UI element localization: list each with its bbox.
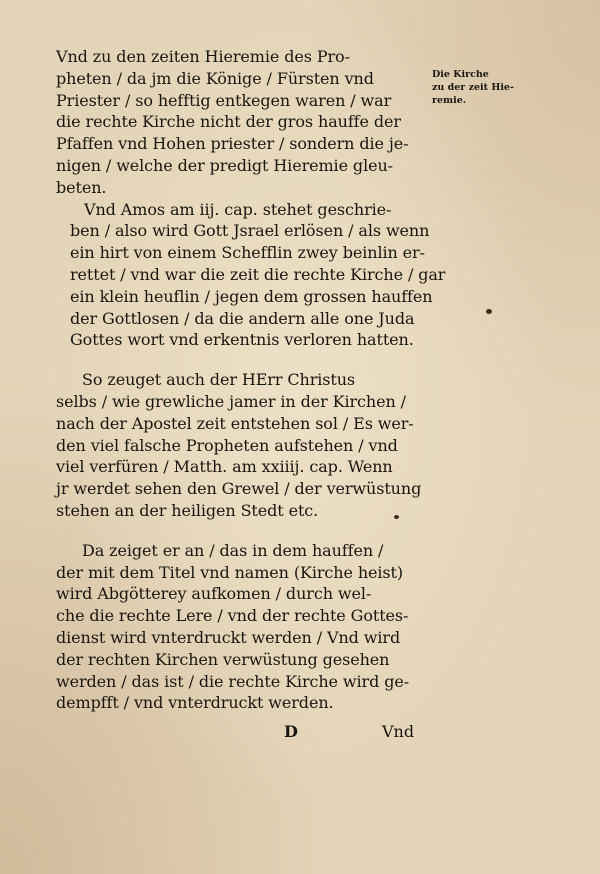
text-line: ein hirt von einem Schefflin zwey beinlin er- <box>70 243 425 263</box>
text-line: der mit dem Titel vnd namen (Kirche heist) <box>56 562 404 582</box>
text-line: Gottes wort vnd erkentnis verloren hatten. <box>70 330 414 350</box>
ink-spot <box>394 515 399 519</box>
text-line: pheten / da jm die Könige / Fürsten vnd <box>56 68 374 88</box>
text-line: Pfaffen vnd Hohen priester / sondern die je- <box>56 134 409 154</box>
text-line: viel verfüren / Matth. am xxiiij. cap. Wenn <box>56 457 393 477</box>
page-footer <box>0 722 600 746</box>
text-line: che die rechte Lere / vnd der rechte Gottes- <box>56 606 409 626</box>
catchword: Vnd <box>382 722 415 741</box>
text-line: dienst wird vnterdruckt werden / Vnd wird <box>56 627 401 647</box>
margin-note <box>432 68 532 107</box>
main-text <box>56 46 446 714</box>
text-line: selbs / wie grewliche jamer in der Kirchen / <box>56 391 406 411</box>
text-line: ein klein heuflin / jegen dem grossen hauffen <box>70 286 433 306</box>
text-line: nach der Apostel zeit entstehen sol / Es wer- <box>56 413 414 433</box>
text-line: So zeuget auch der HErr Christus <box>82 370 356 390</box>
text-line: stehen an der heiligen Stedt etc. <box>56 500 319 520</box>
text-line: den viel falsche Propheten aufstehen / vnd <box>56 435 398 455</box>
margin-note-line: remie. <box>432 95 467 106</box>
paragraph-1 <box>56 46 428 199</box>
paragraph-gap <box>56 351 428 369</box>
text-line: nigen / welche der predigt Hieremie gleu- <box>56 155 393 175</box>
text-line: Vnd Amos am iij. cap. stehet geschrie- <box>84 199 392 219</box>
paragraph-4 <box>56 540 428 714</box>
text-line: werden / das ist / die rechte Kirche wird ge- <box>56 671 410 691</box>
margin-note-line: Die Kirche <box>432 69 489 80</box>
text-line: der Gottlosen / da die andern alle one Juda <box>70 308 415 328</box>
paragraph-3 <box>56 369 428 522</box>
text-line: Priester / so hefftig entkegen waren / war <box>56 90 392 110</box>
text-line: ben / also wird Gott Jsrael erlösen / als wenn <box>70 221 430 241</box>
signature-mark: D <box>284 722 298 741</box>
text-line: Vnd zu den zeiten Hieremie des Pro- <box>56 47 350 66</box>
text-line: dempfft / vnd vnterdruckt werden. <box>56 693 334 713</box>
text-line: wird Abgötterey aufkomen / durch wel- <box>56 584 372 604</box>
text-line: die rechte Kirche nicht der gros hauffe der <box>56 112 401 132</box>
text-line: rettet / vnd war die zeit die rechte Kirche / gar <box>70 264 446 284</box>
text-line: jr werdet sehen den Grewel / der verwüstung <box>56 479 422 499</box>
ink-spot <box>486 309 492 314</box>
paragraph-gap <box>56 522 428 540</box>
text-line: Da zeiget er an / das in dem hauffen / <box>82 540 384 560</box>
text-line: der rechten Kirchen verwüstung gesehen <box>56 649 390 669</box>
text-line: beten. <box>56 177 107 197</box>
margin-note-line: zu der zeit Hie- <box>432 82 514 93</box>
paragraph-2 <box>56 199 446 352</box>
